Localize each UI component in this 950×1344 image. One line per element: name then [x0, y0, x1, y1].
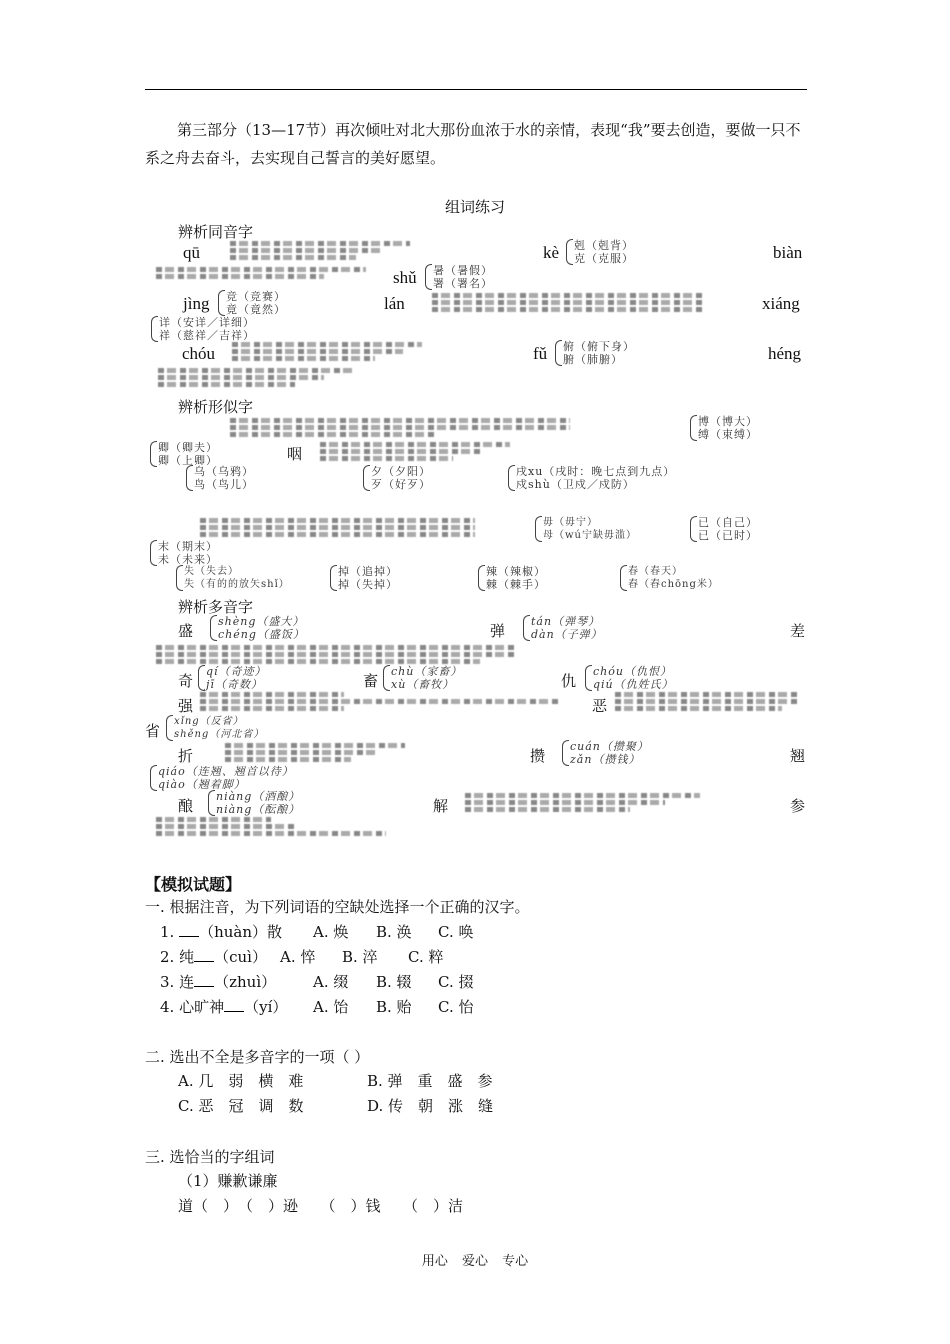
page-footer: 用心 爱心 专心 — [421, 1254, 529, 1269]
q3-line: 道（ ） （ ）逊 （ ）钱 （ ）洁 — [178, 1197, 464, 1215]
word: qiú（仇姓氏） — [593, 678, 674, 691]
word: 已（已时） — [698, 529, 758, 542]
char-jie: 解 — [433, 797, 449, 815]
pinyin-shu: shǔ — [393, 268, 417, 287]
word: 克（克服） — [574, 252, 634, 265]
word: dàn（子弹） — [531, 628, 603, 641]
word: niàng（酒酿） — [216, 790, 301, 803]
pinyin-jing: jìng — [183, 294, 210, 313]
jing-group — [218, 290, 286, 316]
word: 掉（追掉） — [338, 565, 398, 578]
q1-item: 1. （huàn）散 A. 焕 B. 涣 C. 唤 — [160, 920, 287, 945]
answer-blank[interactable] — [194, 972, 214, 987]
pinyin-xiang: xiáng — [762, 294, 800, 313]
word: xǐng（反省） — [174, 716, 244, 727]
pinyin-chou: chóu — [182, 344, 216, 363]
shape-title: 辨析形似字 — [178, 398, 254, 416]
char-qiao: 翘 — [790, 747, 806, 765]
blurred-group — [232, 340, 422, 363]
option-b[interactable]: B. 淬 — [342, 948, 378, 966]
header-rule — [145, 89, 807, 90]
word: 舂（舂chōng米） — [628, 579, 719, 590]
qiao-group — [150, 765, 294, 791]
word: 竟（竟然） — [226, 303, 286, 316]
pinyin-lan: lán — [384, 294, 405, 313]
word: 缚（束缚） — [698, 428, 758, 441]
word: zǎn（攒钱） — [570, 753, 641, 766]
blurred-group — [158, 366, 353, 389]
word: 乌（乌鸦） — [194, 465, 254, 478]
option-a[interactable]: A. 饴 — [313, 998, 349, 1016]
word: 已（自己） — [698, 516, 758, 529]
word: chù（家畜） — [391, 665, 463, 678]
word: 棘（棘手） — [486, 578, 546, 591]
niang-group — [208, 790, 300, 816]
pinyin-ke: kè — [543, 243, 560, 262]
blurred-group — [156, 815, 386, 838]
char-cha: 差 — [790, 622, 806, 640]
xing-group — [166, 715, 264, 741]
blurred-group — [432, 291, 702, 314]
word: 祥（慈祥／吉祥） — [159, 329, 255, 342]
word: 竞（竞赛） — [226, 290, 286, 303]
poly-title: 辨析多音字 — [178, 598, 254, 616]
q2-option-d[interactable]: D. 传 朝 涨 缝 — [367, 1097, 494, 1115]
q2-option-b[interactable]: B. 弹 重 盛 参 — [367, 1072, 493, 1090]
chou-group — [585, 665, 674, 691]
word: 夕（夕阳） — [371, 465, 431, 478]
word: 辣（辣椒） — [486, 565, 546, 578]
option-a[interactable]: A. 悴 — [280, 948, 316, 966]
word: 末（期末） — [158, 540, 218, 553]
word: qí（奇迹） — [206, 665, 267, 678]
intro-paragraph: 第三部分（13—17节）再次倾吐对北大那份血浓于水的亲情，表现“我”要去创造，要做一只不系之舟去奋斗，去实现自己誓言的美好愿望。 — [145, 121, 801, 167]
word: 未（未来） — [158, 553, 218, 566]
blurred-group — [156, 643, 516, 666]
blurred-group — [465, 791, 700, 814]
char-niang: 酿 — [178, 797, 194, 815]
q1-item: 2. 纯 （cuì） A. 悴 B. 淬 C. 粹 — [160, 945, 287, 970]
char-chou: 仇 — [561, 672, 577, 690]
shu-group — [425, 264, 493, 290]
word: 卿（上卿） — [158, 454, 218, 467]
word: cuán（攒聚） — [570, 740, 649, 753]
word: 戌xu（戌时：晚七点到九点） — [516, 465, 676, 478]
shi-group — [176, 565, 290, 591]
char-e: 恶 — [592, 697, 608, 715]
qi-group — [198, 665, 267, 691]
option-b[interactable]: B. 贻 — [376, 998, 412, 1016]
answer-blank[interactable] — [179, 922, 199, 937]
fu-group — [555, 340, 635, 366]
dan-group — [523, 615, 603, 641]
option-a[interactable]: A. 缀 — [313, 973, 349, 991]
option-b[interactable]: B. 涣 — [376, 923, 412, 941]
la-group — [478, 565, 546, 591]
xi-group — [363, 465, 431, 491]
ji-group — [690, 516, 758, 542]
word: 暑（暑假） — [433, 264, 493, 277]
option-c[interactable]: C. 掇 — [438, 973, 474, 991]
char-qi: 奇 — [178, 672, 194, 690]
pinyin-fu: fǔ — [533, 344, 548, 363]
word: 署（署名） — [433, 277, 493, 290]
q3-title: 三. 选恰当的字组词 — [145, 1148, 275, 1166]
blurred-group — [615, 690, 800, 713]
q2-option-a[interactable]: A. 几 弱 横 难 — [178, 1072, 304, 1090]
pinyin-heng: héng — [768, 344, 802, 363]
char-sheng: 盛 — [178, 622, 194, 640]
q1-list — [160, 920, 474, 1020]
mock-title: 【模拟试题】 — [145, 875, 242, 894]
blurred-group — [230, 239, 410, 262]
word: 失（有的的放矢shǐ） — [184, 579, 290, 590]
char-chu: 畜 — [363, 672, 379, 690]
option-c[interactable]: C. 怡 — [438, 998, 474, 1016]
qing-group — [150, 441, 218, 467]
char-qiang: 强 — [178, 697, 194, 715]
blurred-group — [230, 416, 570, 439]
blurred-group — [156, 265, 366, 281]
word: 俯（俯下身） — [563, 340, 635, 353]
zan-group — [562, 740, 649, 766]
char-can: 参 — [790, 797, 806, 815]
word: 戍shù（卫戍／戍防） — [516, 478, 635, 491]
word: 腑（肺腑） — [563, 353, 623, 366]
pinyin-bian: biàn — [773, 243, 803, 262]
char-zan: 攒 — [530, 747, 546, 765]
q2-title: 二. 选出不全是多音字的一项（ ） — [145, 1048, 370, 1066]
word: chóu（仇恨） — [593, 665, 672, 678]
diao-group — [330, 565, 398, 591]
word: niàng（酝酿） — [216, 803, 301, 816]
q1-item: 3. 连 （zhuì） A. 缀 B. 辍 C. 掇 — [160, 970, 287, 995]
word: chéng（盛饭） — [218, 628, 305, 641]
word: 博（博大） — [698, 415, 758, 428]
blurred-group — [200, 516, 475, 539]
word: 卿（卿夫） — [158, 441, 218, 454]
blurred-group — [200, 690, 560, 713]
word: 春（春天） — [628, 566, 683, 577]
word: 掉（失掉） — [338, 578, 398, 591]
q1-item: 4. 心旷神 （yí） A. 饴 B. 贻 C. 怡 — [160, 995, 287, 1020]
word: 歹（好歹） — [371, 478, 431, 491]
option-b[interactable]: B. 辍 — [376, 973, 412, 991]
option-c[interactable]: C. 唤 — [438, 923, 474, 941]
answer-blank[interactable] — [194, 947, 214, 962]
word: shèng（盛大） — [218, 615, 305, 628]
mu-group — [535, 516, 637, 542]
wu-group — [186, 465, 254, 491]
pinyin-qu: qū — [183, 243, 200, 262]
word: 失（失去） — [184, 566, 239, 577]
bo-group — [690, 415, 758, 441]
chun-group — [620, 565, 719, 591]
q2-option-c[interactable]: C. 恶 冠 调 数 — [178, 1097, 304, 1115]
word: qiào（翘着脚） — [158, 778, 246, 791]
answer-blank[interactable] — [224, 997, 244, 1012]
q3-subtitle: （1）赚歉谦廉 — [178, 1172, 278, 1190]
blurred-group — [225, 741, 405, 764]
xu-group — [508, 465, 675, 491]
blurred-group — [320, 440, 510, 463]
word: 剋（剋背） — [574, 239, 634, 252]
option-c[interactable]: C. 粹 — [408, 948, 444, 966]
word: tán（弹琴） — [531, 615, 601, 628]
xiang-group — [151, 316, 255, 342]
word: 母（wú宁缺毋滥） — [543, 530, 637, 541]
word: jī（奇数） — [206, 678, 263, 691]
word: 毋（毋宁） — [543, 517, 598, 528]
section-title: 组词练习 — [444, 198, 505, 216]
option-a[interactable]: A. 焕 — [313, 923, 349, 941]
word: 鸟（鸟儿） — [194, 478, 254, 491]
word: 详（安详／详细） — [159, 316, 255, 329]
word: qiáo（连翘、翘首以待） — [158, 765, 294, 778]
char-yan: 咽 — [287, 445, 303, 463]
char-xing: 省 — [145, 722, 161, 740]
char-zhe: 折 — [178, 747, 194, 765]
word: xù（畜牧） — [391, 678, 455, 691]
char-dan: 弹 — [490, 622, 506, 640]
mo-group — [150, 540, 218, 566]
chu-group — [383, 665, 462, 691]
sheng-group — [210, 615, 305, 641]
homophone-title: 辨析同音字 — [178, 223, 254, 241]
ke-group — [566, 239, 634, 265]
word: shěng（河北省） — [174, 729, 265, 740]
q1-title: 一. 根据注音，为下列词语的空缺处选择一个正确的汉字。 — [145, 898, 530, 916]
